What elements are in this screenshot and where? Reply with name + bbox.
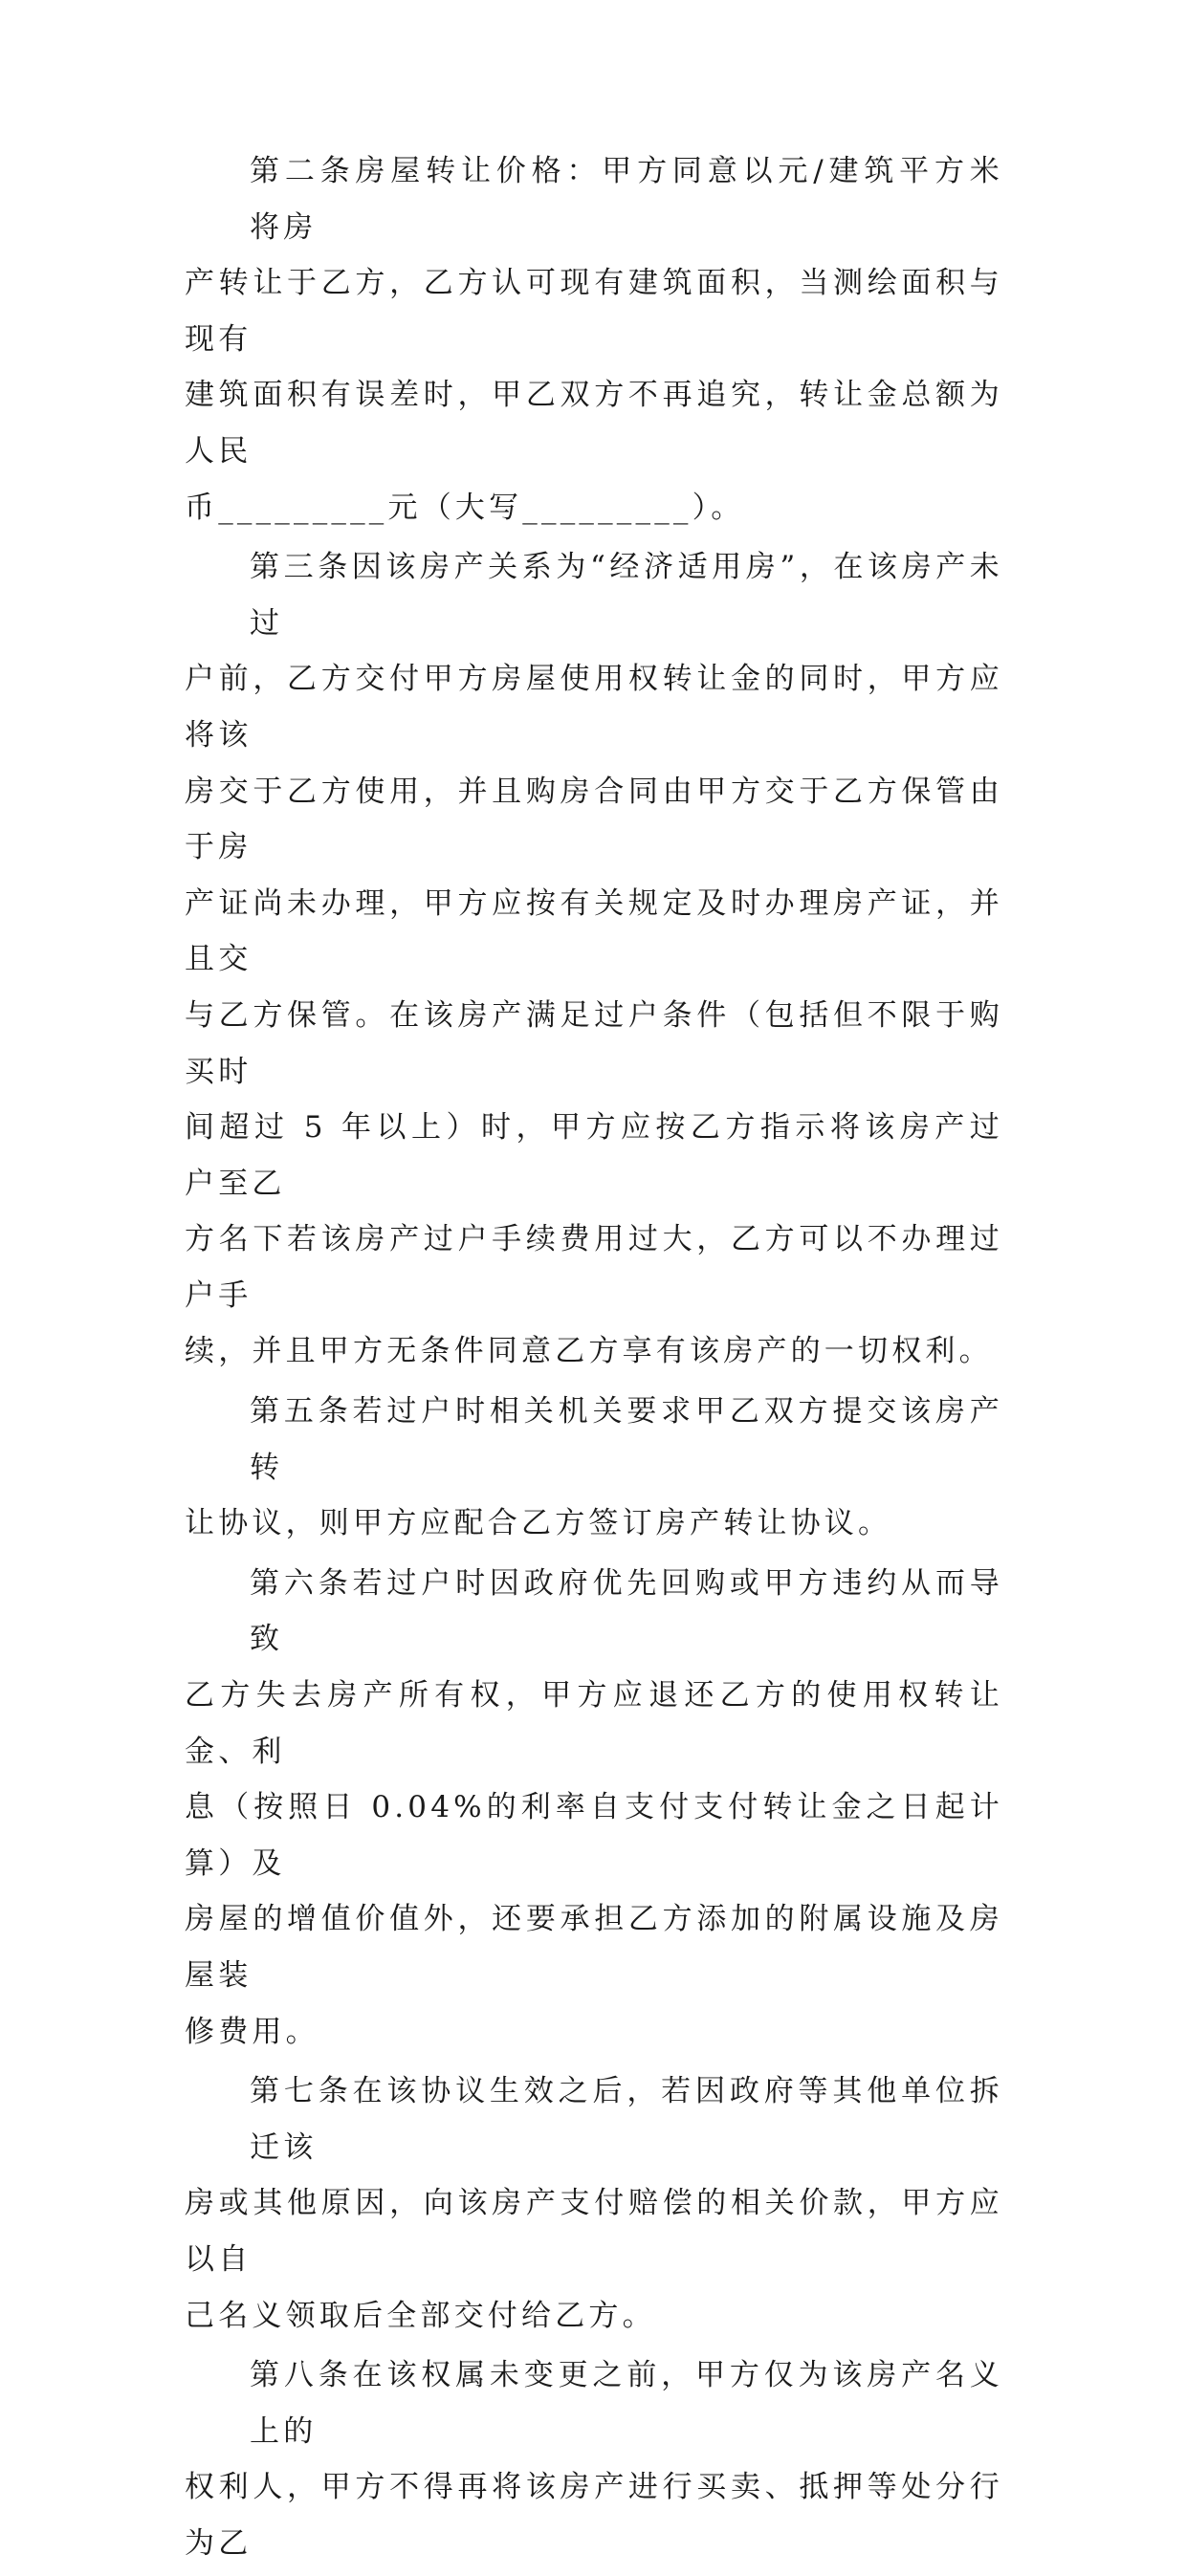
- article-7-paragraph: [185, 2063, 1003, 2344]
- article-5-paragraph: [185, 1384, 1003, 1552]
- text-line: 续，并且甲方无条件同意乙方享有该房产的一切权利。: [185, 1334, 993, 1369]
- text-line: 第八条在该权属未变更之前，甲方仅为该房产名义上的: [250, 2358, 1003, 2449]
- text-line: 房或其他原因，向该房产支付赔偿的相关价款，甲方应以自: [185, 2186, 1003, 2277]
- text-line: 房屋的增值价值外，还要承担乙方添加的附属设施及房屋装: [185, 1902, 1003, 1993]
- text-line: 间超过 5 年以上）时，甲方应按乙方指示将该房产过户至乙: [185, 1110, 1003, 1201]
- text-line: 息（按照日 0.04%的利率自支付支付转让金之日起计算）及: [185, 1790, 1003, 1881]
- document-page: [185, 143, 1003, 2576]
- text-line: 方名下若该房产过户手续费用过大，乙方可以不办理过户手: [185, 1222, 1003, 1313]
- text-line: 权利人，甲方不得再将该房产进行买卖、抵押等处分行为乙: [185, 2470, 1003, 2561]
- text-line: 与乙方保管。在该房产满足过户条件（包括但不限于购买时: [185, 997, 1003, 1089]
- article-2-paragraph: [185, 143, 1003, 535]
- text-line: 己名义领取后全部交付给乙方。: [185, 2298, 656, 2333]
- text-line: 户前，乙方交付甲方房屋使用权转让金的同时，甲方应将该: [185, 662, 1003, 753]
- text-line: 建筑面积有误差时，甲乙双方不再追究，转让金总额为人民: [185, 378, 1003, 469]
- text-line: 产转让于乙方，乙方认可现有建筑面积，当测绘面积与现有: [185, 266, 1003, 357]
- text-line: 房交于乙方使用，并且购房合同由甲方交于乙方保管由于房: [185, 774, 1003, 865]
- text-line: 第三条因该房产关系为“经济适用房”，在该房产未过: [250, 550, 1003, 641]
- text-line: 币_________元（大写_________）。: [185, 490, 745, 525]
- text-line: 第六条若过户时因政府优先回购或甲方违约从而导致: [250, 1565, 1003, 1657]
- text-line: 乙方失去房产所有权，甲方应退还乙方的使用权转让金、利: [185, 1678, 1003, 1769]
- text-line: 产证尚未办理，甲方应按有关规定及时办理房产证，并且交: [185, 885, 1003, 977]
- article-3-paragraph: [185, 539, 1003, 1380]
- text-line: 修费用。: [185, 2014, 319, 2049]
- text-line: 第七条在该协议生效之后，若因政府等其他单位拆迁该: [250, 2074, 1003, 2165]
- text-line: 第五条若过户时相关机关要求甲乙双方提交该房产转: [250, 1394, 1003, 1485]
- article-8-paragraph: [185, 2347, 1003, 2571]
- text-line: 第二条房屋转让价格：甲方同意以元/建筑平方米将房: [250, 154, 1003, 245]
- text-line: 让协议，则甲方应配合乙方签订房产转让协议。: [185, 1506, 892, 1541]
- article-6-paragraph: [185, 1556, 1003, 2060]
